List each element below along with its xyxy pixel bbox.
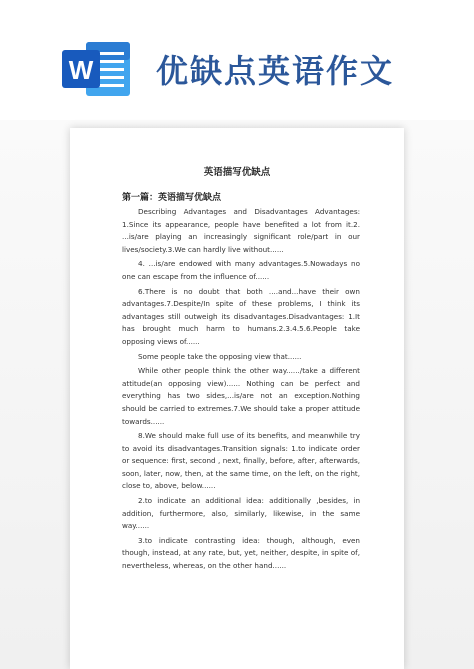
paragraph: While other people think the other way....../take a different attitude(an opposing view)...... Nothing can be perfect and everything has two sides,...is/are not an exception.Nothing should be carried to extremes.7.We should take a proper attitude towards...... bbox=[122, 366, 360, 426]
paragraph: 2.to indicate an additional idea: additionally ,besides, in addition, furthermore, also, similarly, likewise, in the same way...... bbox=[122, 496, 360, 531]
paragraph: 3.to indicate contrasting idea: though, although, even though, instead, at any rate, but, yet, neither, despite, in spite of, nevertheless, whereas, on the other hand...... bbox=[122, 535, 360, 571]
section-heading: 第一篇：英语描写优缺点 bbox=[122, 193, 222, 203]
document-title: 英语描写优缺点 bbox=[203, 167, 271, 178]
paragraph: 8.We should make full use of its benefits, and meanwhile try to avoid its disadvantages.Transition signals: 1.to indicate order or sequence: first, second , next, finally, before, after, afterwards, soon, later, now, then, at the same time, on the left, on the right, close to, above, below...... bbox=[122, 431, 360, 491]
paragraph: 4. ...is/are endowed with many advantages.5.Nowadays no one can escape from the influence of...... bbox=[122, 259, 360, 281]
page-title: 优缺点英语作文 bbox=[156, 52, 395, 90]
paragraph: Describing Advantages and Disadvantages Advantages: 1.Since its appearance, people have benefited a lot from it.2. ...is/are playing an increasingly significant role/part in our lives/society.3.We can hardly live without...... bbox=[122, 207, 360, 254]
paragraph: Some people take the opposing view that...... bbox=[138, 351, 302, 361]
document-body bbox=[122, 206, 360, 573]
svg-text:W: W bbox=[68, 55, 94, 85]
banner-header bbox=[0, 0, 474, 120]
document-page bbox=[70, 128, 404, 669]
paragraph: 6.There is no doubt that both ....and...have their own advantages.7.Despite/In spite of these problems, I think its advantages still outweigh its disadvantages.Disadvantages: 1.It has brought much harm to humans.2.3.4.5.6.People take opposing views of...... bbox=[122, 286, 360, 346]
word-icon bbox=[60, 38, 134, 100]
